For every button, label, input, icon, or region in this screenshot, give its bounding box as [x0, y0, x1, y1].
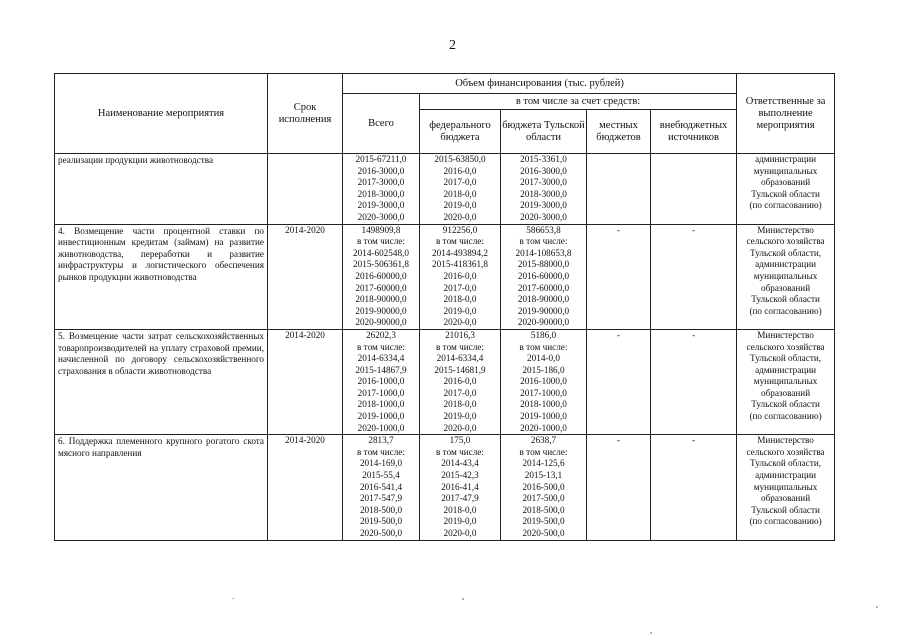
row-term [268, 154, 343, 225]
responsible-line: администрации [755, 259, 817, 270]
responsible-line: муниципальных [753, 165, 818, 176]
row-federal-values [420, 224, 501, 329]
total-value: 2813,7 [368, 435, 394, 446]
row-extra: - [651, 329, 737, 434]
total-value: 2017-1000,0 [357, 387, 405, 398]
federal-value: 2019-0,0 [443, 305, 477, 316]
regional-value: 586653,8 [526, 224, 561, 235]
regional-value: 2015-3361,0 [520, 154, 567, 164]
federal-value: 2019-0,0 [443, 411, 477, 422]
financing-table [54, 73, 835, 541]
row-federal-values [420, 154, 501, 225]
header-regional: бюджета Тульской области [501, 110, 587, 154]
federal-value: 2020-0,0 [443, 528, 477, 538]
regional-value: 2017-500,0 [522, 493, 565, 504]
federal-value: 175,0 [449, 435, 471, 446]
header-extra: внебюджетных источников [651, 110, 737, 154]
federal-value: в том числе: [436, 446, 484, 457]
regional-value: 2020-500,0 [522, 528, 565, 538]
row-term: 2014-2020 [268, 224, 343, 329]
regional-value: 2638,7 [530, 435, 557, 446]
responsible-line: Тульской области [751, 294, 820, 305]
regional-value: в том числе: [519, 341, 568, 352]
regional-value: 2018-90000,0 [517, 294, 570, 305]
row-extra [651, 154, 737, 225]
regional-value: 2020-1000,0 [520, 422, 567, 433]
scan-speck [462, 598, 464, 600]
header-including: в том числе за счет средств: [420, 94, 737, 110]
responsible-line: Тульской области [751, 504, 820, 515]
regional-value: 2019-500,0 [522, 516, 565, 527]
header-total: Всего [343, 94, 420, 154]
total-value: 2019-3000,0 [357, 200, 405, 211]
responsible-line: (по согласованию) [749, 305, 822, 316]
responsible-line: Тульской области, [750, 353, 822, 364]
total-value: 2018-3000,0 [357, 188, 405, 199]
row-regional-values [501, 154, 587, 225]
regional-value: 2018-500,0 [522, 504, 565, 515]
total-value: 2020-3000,0 [357, 211, 405, 222]
federal-value: в том числе: [436, 236, 484, 247]
regional-value: 5186,0 [530, 329, 557, 340]
scan-speck [650, 632, 652, 634]
total-value: 2019-1000,0 [357, 411, 405, 422]
regional-value: 2019-3000,0 [520, 200, 567, 211]
scan-speck [232, 598, 234, 599]
regional-value: 2014-125,6 [522, 458, 565, 469]
federal-value: 2018-0,0 [443, 188, 477, 199]
federal-value: 2019-0,0 [443, 200, 477, 211]
federal-value: 2017-0,0 [443, 177, 477, 188]
federal-value: 912256,0 [442, 224, 478, 235]
regional-value: 2014-108653,8 [515, 247, 572, 258]
row-regional-values [501, 329, 587, 434]
total-value: 2020-1000,0 [357, 422, 405, 433]
table-row [55, 329, 835, 434]
responsible-line: образований [760, 493, 811, 504]
federal-value: в том числе: [436, 341, 484, 352]
federal-value: 2020-0,0 [443, 317, 477, 328]
row-total-values [343, 154, 420, 225]
responsible-line: образований [760, 282, 811, 293]
header-name: Наименование мероприятия [55, 74, 268, 154]
regional-value: 2016-1000,0 [520, 376, 567, 387]
total-value: 1498909,8 [361, 224, 401, 235]
responsible-line: сельского хозяйства [746, 236, 825, 247]
row-local: - [587, 224, 651, 329]
header-funding: Объем финансирования (тыс. рублей) [343, 74, 737, 94]
federal-value: 2016-0,0 [443, 376, 477, 387]
responsible-line: сельского хозяйства [746, 446, 825, 457]
total-value: в том числе: [357, 341, 405, 352]
row-regional-values [501, 435, 587, 540]
page-number: 2 [449, 38, 456, 53]
row-total-values [343, 224, 420, 329]
row-extra: - [651, 435, 737, 540]
regional-value: 2018-1000,0 [520, 399, 567, 410]
responsible-line: образований [760, 387, 811, 398]
table-row [55, 435, 835, 540]
federal-value: 2015-42,3 [441, 470, 479, 481]
row-responsible [737, 224, 835, 329]
scan-speck [876, 606, 878, 608]
federal-value: 2014-43,4 [441, 458, 479, 469]
regional-value: в том числе: [519, 446, 568, 457]
row-regional-values [501, 224, 587, 329]
regional-value: 2016-500,0 [522, 481, 565, 492]
row-federal-values [420, 329, 501, 434]
federal-value: 2020-0,0 [443, 422, 477, 433]
total-value: 2014-169,0 [359, 458, 403, 469]
row-responsible [737, 329, 835, 434]
regional-value: 2015-186,0 [522, 364, 565, 375]
responsible-line: Министерство [757, 435, 814, 446]
responsible-line: Тульской области [751, 188, 820, 199]
federal-value: 2014-6334,4 [436, 353, 484, 364]
responsible-line: (по согласованию) [749, 411, 822, 422]
total-value: 2014-6334,4 [357, 353, 405, 364]
responsible-line: образований [760, 177, 811, 188]
federal-value: 2016-0,0 [443, 165, 477, 176]
federal-value: 2018-0,0 [443, 294, 477, 305]
total-value: 2015-14867,9 [355, 364, 407, 375]
row-local: - [587, 435, 651, 540]
regional-value: 2016-3000,0 [520, 165, 567, 176]
regional-value: 2019-1000,0 [520, 411, 567, 422]
header-responsible: Ответственные за выполнение мероприятия [737, 74, 835, 154]
total-value: 2018-500,0 [359, 504, 403, 515]
total-value: 2018-1000,0 [357, 399, 405, 410]
row-local [587, 154, 651, 225]
regional-value: 2014-0,0 [527, 353, 560, 364]
row-term: 2014-2020 [268, 329, 343, 434]
responsible-line: (по согласованию) [749, 516, 822, 527]
total-value: 26202,3 [366, 329, 396, 340]
row-name: реализации продукции животноводства [55, 154, 268, 225]
total-value: 2015-506361,8 [353, 259, 409, 270]
total-value: 2017-60000,0 [355, 282, 407, 293]
total-value: 2016-1000,0 [357, 376, 405, 387]
row-extra: - [651, 224, 737, 329]
responsible-line: администрации [755, 470, 817, 481]
responsible-line: муниципальных [753, 376, 818, 387]
federal-value: 2017-47,9 [441, 493, 479, 504]
total-value: 2014-602548,0 [353, 247, 409, 258]
row-responsible [737, 154, 835, 225]
total-value: в том числе: [357, 446, 405, 457]
total-value: 2020-90000,0 [355, 317, 407, 328]
responsible-line: администрации [755, 364, 817, 375]
row-name: 6. Поддержка племенного крупного рогатого скота мясного направления [55, 435, 268, 540]
total-value: 2015-55,4 [362, 470, 400, 481]
responsible-line: Министерство [757, 224, 814, 235]
row-local: - [587, 329, 651, 434]
federal-value: 2015-14681,9 [434, 364, 486, 375]
regional-value: 2015-88000,0 [517, 259, 570, 270]
responsible-line: Тульской области, [750, 247, 822, 258]
responsible-line: муниципальных [753, 270, 818, 281]
row-total-values [343, 329, 420, 434]
row-name: 4. Возмещение части процентной ставки по инвестиционным кредитам (займам) на развитие животноводства, переработки и развитие инфраструктуры и логистического обеспечения рынков продукции животноводства [55, 224, 268, 329]
table-row [55, 154, 835, 225]
federal-value: 2017-0,0 [443, 387, 477, 398]
row-federal-values [420, 435, 501, 540]
row-responsible [737, 435, 835, 540]
federal-value: 2018-0,0 [443, 399, 477, 410]
total-value: 2016-3000,0 [357, 165, 405, 176]
total-value: 2018-90000,0 [355, 294, 407, 305]
responsible-line: муниципальных [753, 481, 818, 492]
header-local: местных бюджетов [587, 110, 651, 154]
total-value: 2019-90000,0 [355, 305, 407, 316]
federal-value: 2016-0,0 [443, 270, 477, 281]
regional-value: 2018-3000,0 [520, 188, 567, 199]
regional-value: 2020-3000,0 [520, 211, 567, 222]
federal-value: 21016,3 [445, 329, 475, 340]
total-value: 2017-547,9 [359, 493, 403, 504]
regional-value: 2017-1000,0 [520, 387, 567, 398]
responsible-line: (по согласованию) [749, 200, 822, 211]
federal-value: 2017-0,0 [443, 282, 477, 293]
row-name: 5. Возмещение части затрат сельскохозяйственных товаропроизводителей на уплату страховой премии, начисленной по договору сельскохозяйственного страхования в области животноводства [55, 329, 268, 434]
row-total-values [343, 435, 420, 540]
total-value: 2016-541,4 [359, 481, 403, 492]
responsible-line: сельского хозяйства [746, 341, 825, 352]
responsible-line: Тульской области, [750, 458, 822, 469]
regional-value: 2017-60000,0 [517, 282, 570, 293]
federal-value: 2016-41,4 [441, 481, 479, 492]
federal-value: 2018-0,0 [443, 504, 477, 515]
regional-value: 2016-60000,0 [517, 270, 570, 281]
federal-value: 2015-63850,0 [434, 154, 486, 164]
federal-value: 2020-0,0 [443, 211, 477, 222]
federal-value: 2014-493894,2 [432, 247, 488, 258]
total-value: 2015-67211,0 [355, 154, 407, 164]
total-value: в том числе: [357, 236, 405, 247]
total-value: 2019-500,0 [359, 516, 403, 527]
responsible-line: администрации [755, 154, 817, 164]
table-row [55, 224, 835, 329]
header-federal: федерального бюджета [420, 110, 501, 154]
federal-value: 2019-0,0 [443, 516, 477, 527]
responsible-line: Министерство [757, 329, 814, 340]
regional-value: 2017-3000,0 [520, 177, 567, 188]
regional-value: 2019-90000,0 [517, 305, 570, 316]
regional-value: в том числе: [519, 236, 568, 247]
total-value: 2020-500,0 [359, 528, 403, 538]
row-term: 2014-2020 [268, 435, 343, 540]
federal-value: 2015-418361,8 [432, 259, 488, 270]
responsible-line: Тульской области [751, 399, 820, 410]
regional-value: 2020-90000,0 [517, 317, 570, 328]
regional-value: 2015-13,1 [524, 470, 563, 481]
total-value: 2016-60000,0 [355, 270, 407, 281]
total-value: 2017-3000,0 [357, 177, 405, 188]
header-term: Срок исполнения [268, 74, 343, 154]
